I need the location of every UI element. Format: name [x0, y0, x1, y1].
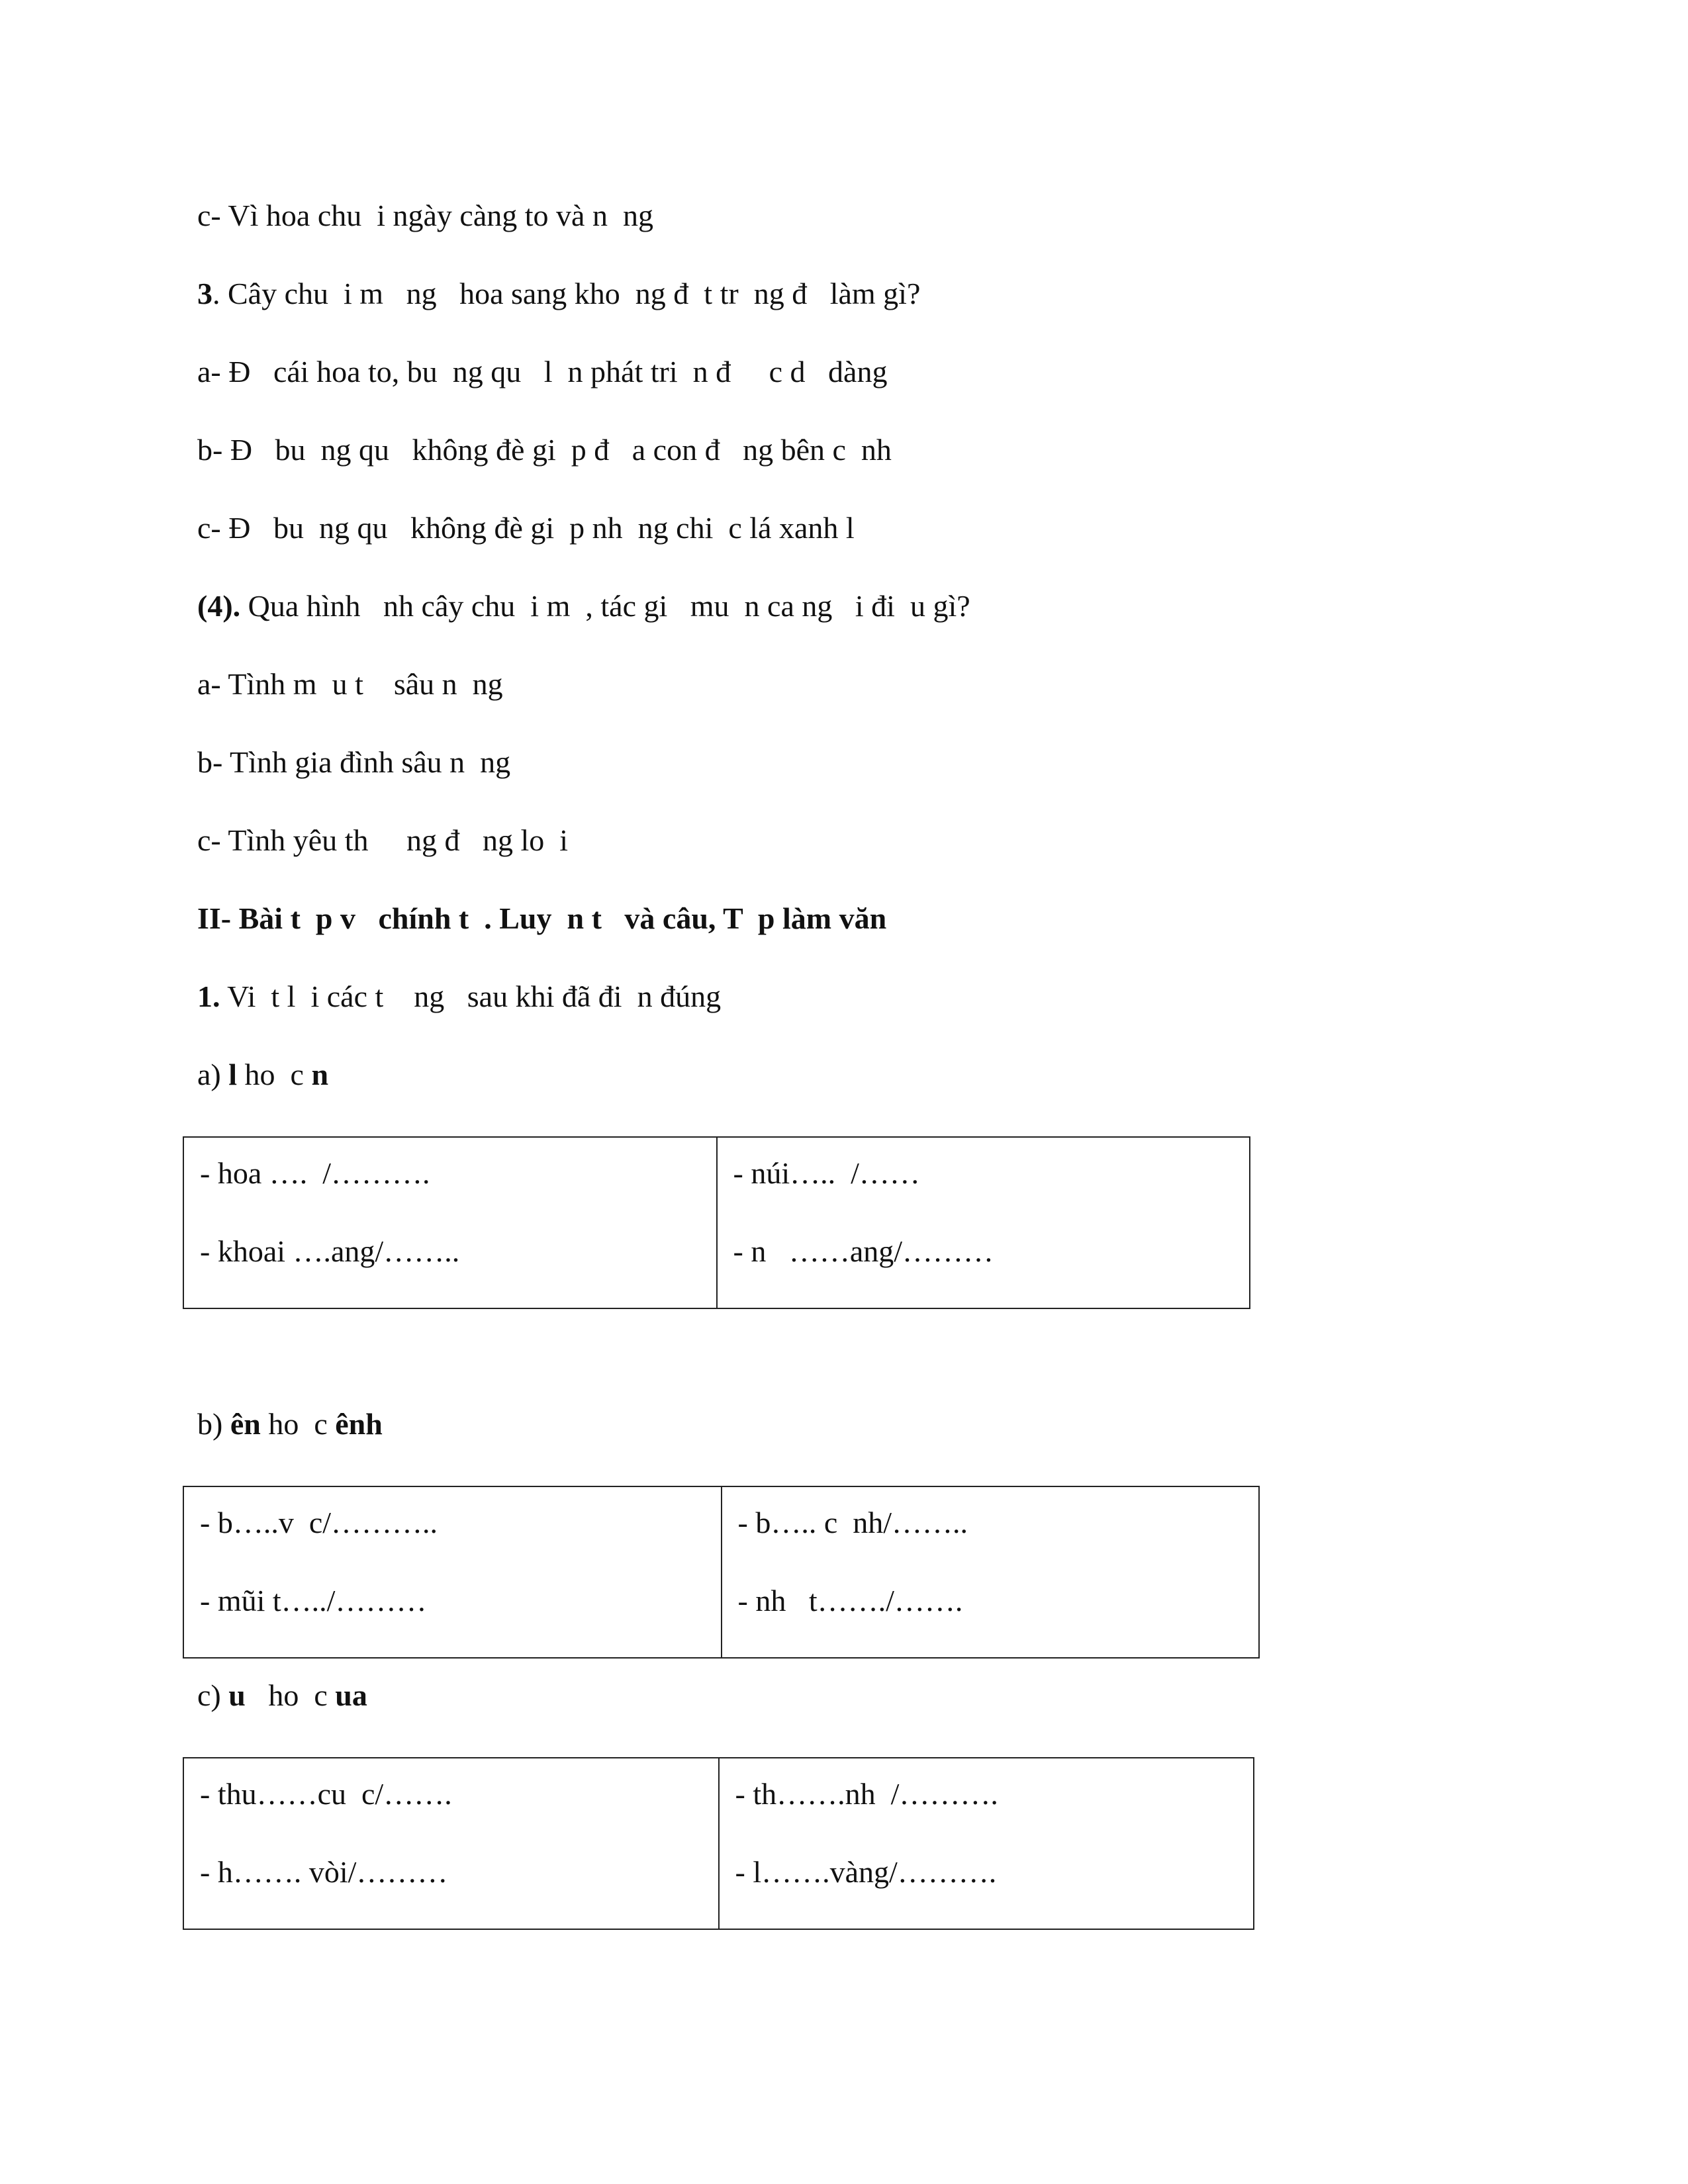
exercise-1a-cell-left: [183, 1137, 717, 1308]
exercise-1c-cell-left: [183, 1758, 719, 1929]
q3-number: 3: [197, 277, 212, 310]
exercise-1b-option-1: ên: [230, 1407, 261, 1441]
exercise-1c-label: [197, 1677, 367, 1714]
fill-blank-item: - núi….. /……: [733, 1156, 920, 1190]
exercise-1a-prefix: a): [197, 1058, 229, 1091]
fill-blank-item: - n ……ang/………: [733, 1234, 994, 1268]
exercise-1a-cell-right: [717, 1137, 1250, 1308]
q3-question: [197, 275, 920, 312]
q4-option-b: b- Tình gia đình sâu n ng: [197, 745, 511, 779]
exercise-1b-table: [183, 1486, 1260, 1659]
exercise-1a-connector: ho c: [237, 1058, 312, 1091]
q2-option-c: c- Vì hoa chu i ngày càng to và n ng: [197, 199, 653, 232]
q4-question: [197, 588, 970, 625]
exercise-1b-label: [197, 1406, 383, 1443]
exercise-1-number: 1.: [197, 979, 220, 1013]
exercise-1a-option-2: n: [311, 1058, 329, 1091]
fill-blank-item: - th…….nh /……….: [735, 1777, 998, 1811]
exercise-1c-option-1: u: [228, 1678, 246, 1712]
exercise-1b-prefix: b): [197, 1407, 230, 1441]
q3-option-a: a- Đ cái hoa to, bu ng qu l n phát tri n đ c d dàng: [197, 355, 888, 388]
exercise-1b-cell-right: [722, 1486, 1260, 1658]
q3-option-c: c- Đ bu ng qu không đè gi p nh ng chi c lá xanh l: [197, 511, 855, 545]
exercise-1a-label: [197, 1056, 328, 1093]
exercise-1-text: Vi t l i các t ng sau khi đã đi n đúng: [220, 979, 722, 1013]
q3-option-b: b- Đ bu ng qu không đè gi p đ a con đ ng bên c nh: [197, 433, 892, 467]
fill-blank-item: - b…..v c/………..: [200, 1506, 438, 1539]
fill-blank-item: - mũi t…../………: [200, 1584, 427, 1617]
exercise-1-instruction: [197, 978, 721, 1015]
exercise-1b-option-2: ênh: [335, 1407, 383, 1441]
exercise-1c-cell-right: [719, 1758, 1254, 1929]
q4-option-c: c- Tình yêu th ng đ ng lo i: [197, 823, 569, 857]
exercise-1b-cell-left: [183, 1486, 722, 1658]
exercise-1b-connector: ho c: [260, 1407, 336, 1441]
fill-blank-item: - b….. c nh/……..: [737, 1506, 968, 1539]
fill-blank-item: - thu……cu c/…….: [200, 1777, 452, 1811]
q4-option-a: a- Tình m u t sâu n ng: [197, 667, 503, 701]
exercise-1a-table: [183, 1136, 1250, 1309]
fill-blank-item: - hoa …. /……….: [200, 1156, 430, 1190]
q4-number: (4).: [197, 589, 241, 623]
exercise-1c-connector: ho c: [245, 1678, 336, 1712]
section-2-heading: II- Bài t p v chính t . Luy n t và câu, T p làm văn: [197, 901, 887, 935]
fill-blank-item: - l…….vàng/……….: [735, 1855, 997, 1889]
exercise-1a-option-1: l: [228, 1058, 238, 1091]
q3-text: . Cây chu i m ng hoa sang kho ng đ t tr ng đ làm gì?: [212, 277, 921, 310]
fill-blank-item: - khoai ….ang/……..: [200, 1234, 460, 1268]
fill-blank-item: - nh t……./…….: [737, 1584, 963, 1617]
fill-blank-item: - h……. vòi/………: [200, 1855, 448, 1889]
exercise-1c-prefix: c): [197, 1678, 229, 1712]
exercise-1c-option-2: ua: [335, 1678, 367, 1712]
exercise-1c-table: [183, 1757, 1254, 1930]
q4-text: Qua hình nh cây chu i m , tác gi mu n ca ng i đi u gì?: [240, 589, 970, 623]
